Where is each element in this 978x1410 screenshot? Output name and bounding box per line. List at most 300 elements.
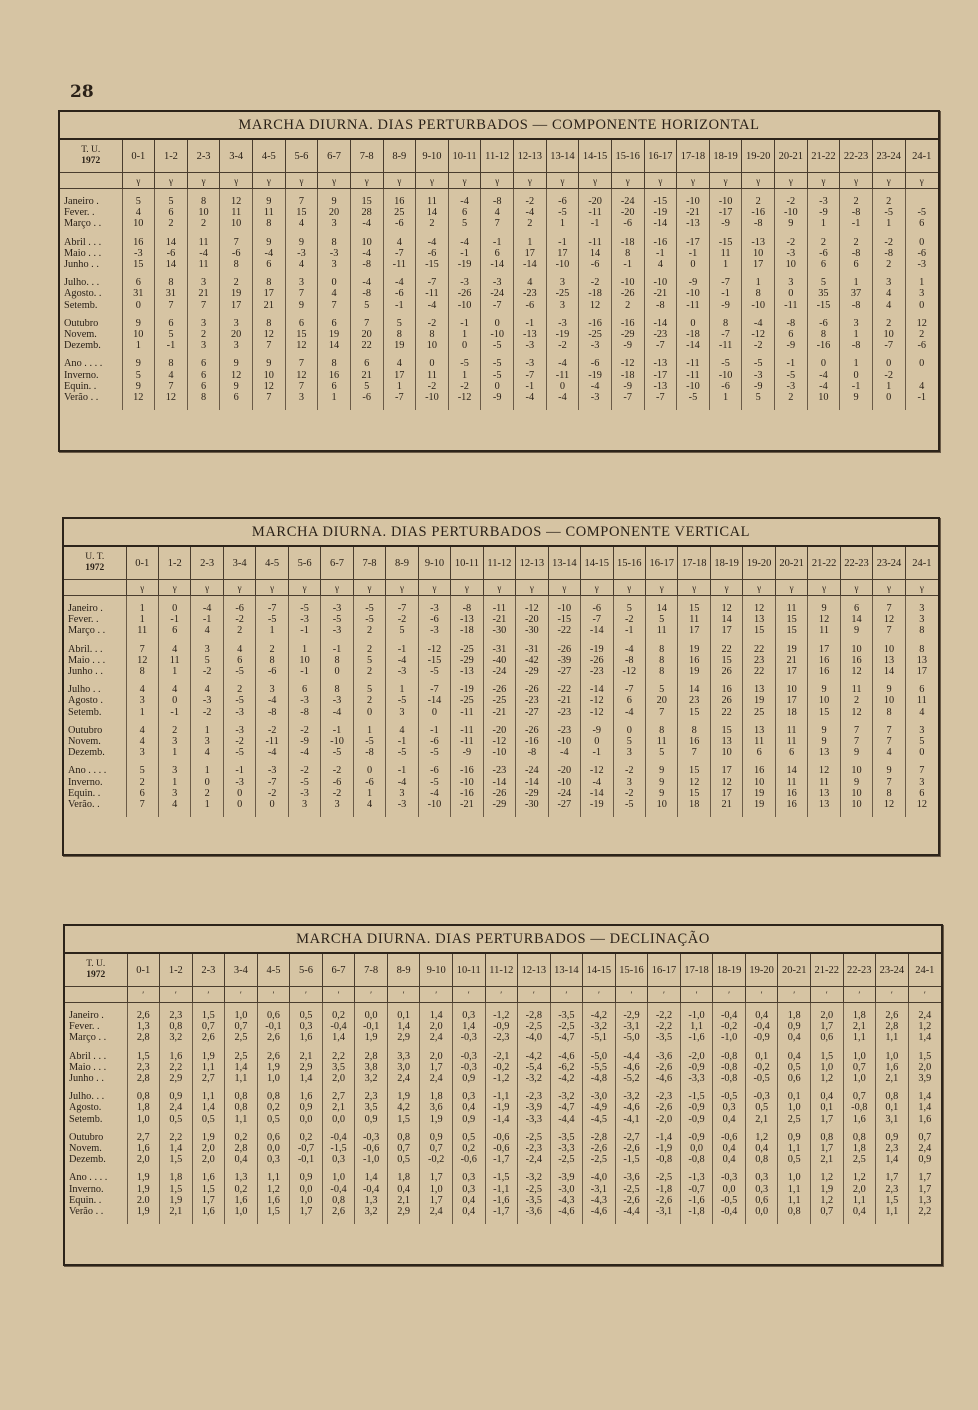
hour-header: 1-2 [158, 547, 190, 580]
value: 2 [527, 218, 533, 230]
value: -0,8 [720, 1061, 738, 1073]
value-cell [253, 237, 286, 271]
value: -3 [300, 614, 309, 626]
value: 1,7 [820, 1143, 834, 1155]
value: 7 [886, 724, 892, 736]
value: 2,1 [332, 1102, 345, 1114]
value: 3 [269, 684, 275, 696]
value: 16 [689, 654, 700, 666]
value: 3 [788, 277, 794, 289]
value-cell [872, 318, 905, 352]
value: 5 [168, 196, 174, 207]
value: 10 [231, 218, 242, 230]
value: 4 [657, 259, 663, 271]
value: 6 [919, 787, 925, 799]
value: -8 [656, 299, 665, 311]
hour-header: 18-19 [710, 547, 742, 580]
value: 0,6 [267, 1010, 280, 1021]
value: -1,6 [688, 1194, 705, 1206]
value: 1 [139, 603, 145, 614]
value: -4 [267, 695, 277, 707]
value: -9 [592, 724, 602, 736]
value: 10 [851, 643, 862, 655]
value-cell [775, 277, 808, 311]
value: -10 [460, 776, 474, 788]
value: -3 [300, 695, 309, 707]
value: 7 [266, 340, 272, 352]
value-cell [481, 358, 514, 403]
value: -1 [460, 317, 469, 329]
value: 10 [851, 765, 862, 777]
value: -16 [620, 317, 635, 329]
value: -6 [721, 380, 730, 392]
value: 15 [786, 625, 797, 637]
value: 5 [139, 765, 145, 777]
month-group-row [60, 237, 938, 271]
value: 8 [331, 236, 337, 248]
value: -5 [397, 747, 407, 759]
hour-header: 23-24 [873, 547, 905, 580]
value-cell [321, 603, 353, 637]
value: 2,6 [267, 1050, 280, 1062]
value: 1,4 [169, 1143, 183, 1155]
hour-header: 13-14 [550, 954, 583, 987]
value: -4 [525, 207, 535, 219]
value-cell [387, 1010, 420, 1044]
value: -5 [430, 747, 439, 759]
value: -8 [851, 247, 861, 259]
value: -29 [620, 329, 635, 341]
hour-header: 12-13 [516, 547, 548, 580]
value: 6 [331, 380, 337, 392]
value: 17 [394, 369, 405, 381]
value: -3 [297, 247, 306, 259]
row-label: Agosto. [69, 1102, 102, 1114]
value: -0,4 [330, 1183, 347, 1195]
value-cell [386, 725, 418, 759]
value: 3 [626, 747, 632, 759]
hour-header: 19-20 [742, 140, 775, 173]
value: 1,1 [787, 1194, 801, 1206]
value: -12 [457, 392, 472, 404]
value-cell [775, 318, 808, 352]
value-cell [615, 1010, 648, 1044]
value: 2 [269, 643, 275, 655]
value: -17 [686, 236, 700, 248]
value: -31 [492, 643, 507, 655]
value-cell [355, 1010, 388, 1044]
value: 17 [721, 625, 732, 637]
value: 11 [198, 236, 209, 248]
value: -9 [721, 299, 730, 311]
value: 8 [331, 358, 337, 370]
value: -1 [525, 317, 535, 329]
value-cell [872, 358, 905, 403]
value-cell [225, 1172, 258, 1217]
value: 26 [721, 666, 732, 678]
value: 16 [851, 654, 862, 666]
value: -6,2 [558, 1061, 575, 1073]
value: 14 [851, 614, 862, 626]
value: -6 [590, 259, 600, 271]
value-cell [452, 1132, 485, 1166]
value: 0,0 [332, 1113, 345, 1125]
value: 9 [788, 218, 794, 230]
value: 1,9 [397, 1091, 411, 1103]
value: 0,1 [820, 1102, 834, 1114]
value: 1,5 [169, 1183, 183, 1195]
value: 0 [919, 358, 925, 370]
value: 19 [231, 288, 242, 300]
value: 6 [139, 787, 145, 799]
value: -0,3 [460, 1061, 477, 1073]
value: 0,3 [462, 1172, 476, 1184]
table-title: MARCHA DIURNA. DIAS PERTURBADOS — DECLINAÇÃO [65, 926, 941, 954]
value-cell [158, 603, 190, 637]
value: -2,5 [655, 1172, 673, 1184]
value: -5,1 [590, 1032, 608, 1044]
value: 20 [231, 329, 242, 341]
value: 11 [819, 625, 830, 637]
value-cell [843, 1091, 876, 1125]
value-cell [386, 603, 418, 637]
value: 1,1 [234, 1113, 248, 1125]
value: 4 [172, 799, 178, 811]
value: 0,4 [755, 1143, 769, 1155]
value: 6 [237, 654, 243, 666]
value-cell [253, 358, 286, 403]
value: -2,6 [590, 1143, 608, 1155]
value: -4 [460, 196, 469, 207]
value: 3 [204, 736, 210, 748]
value: 10 [883, 643, 895, 655]
value: 1,5 [885, 1194, 899, 1206]
value-cell [350, 237, 383, 271]
value-cell [353, 644, 385, 678]
row-label: Junho . . [68, 666, 103, 678]
row-label: Julho . . [68, 684, 101, 696]
unit-symbol: ′ [810, 987, 843, 1003]
value: -10 [492, 747, 507, 759]
value-cell [483, 644, 515, 678]
value: -3 [235, 724, 244, 736]
value: -2 [267, 724, 277, 736]
value-cell [158, 644, 190, 678]
value: 1,9 [429, 1113, 443, 1125]
time-system-label: T. U. [81, 145, 101, 155]
value-cell [420, 1172, 453, 1217]
value: -9 [786, 340, 796, 352]
value-cell [223, 725, 255, 759]
value: 16 [394, 196, 405, 207]
value-cell [680, 1091, 713, 1125]
value: 1,8 [136, 1102, 150, 1114]
value-cell [122, 358, 155, 403]
value: 3 [334, 799, 340, 811]
value-cell [550, 1010, 583, 1044]
value-cell [420, 1051, 453, 1085]
hour-header: 15-16 [611, 140, 644, 173]
hour-header: 21-22 [808, 547, 840, 580]
value: 8 [334, 684, 340, 696]
value-cell [355, 1051, 388, 1085]
value: -11 [686, 299, 700, 311]
value-cell [387, 1051, 420, 1085]
value: 10 [721, 747, 732, 759]
value: -1,4 [655, 1131, 673, 1143]
value-cell [192, 1132, 225, 1166]
value: 2,5 [234, 1032, 248, 1044]
value: 1,0 [299, 1194, 313, 1206]
row-labels [60, 318, 122, 352]
value-cell [775, 196, 808, 230]
value: 1,6 [201, 1206, 215, 1218]
value: 17 [557, 247, 568, 259]
value-cell [579, 358, 612, 403]
value-cell [583, 1051, 616, 1085]
value: 0,0 [364, 1010, 378, 1021]
value: 12 [165, 392, 177, 404]
month-group-row [60, 318, 938, 352]
value-cell [253, 277, 286, 311]
unit-symbol: γ [187, 173, 220, 189]
value-cell [680, 1172, 713, 1217]
value: 0 [690, 317, 696, 329]
value: 2,2 [169, 1131, 183, 1143]
value: -5 [235, 747, 244, 759]
value-cell [322, 1051, 355, 1085]
hour-header: 7-8 [355, 954, 388, 987]
value: -1,9 [493, 1102, 510, 1114]
unit-symbol: ′ [550, 987, 583, 1003]
value: 0,4 [722, 1143, 736, 1155]
value-cell [223, 684, 255, 718]
row-label: Julho. . . [64, 277, 100, 289]
unit-symbol: ′ [713, 987, 746, 1003]
hour-header: 16-17 [644, 140, 677, 173]
corner-header [65, 954, 127, 987]
value: -1,6 [493, 1194, 510, 1206]
value: -19 [460, 684, 474, 696]
value: 1 [722, 392, 729, 404]
row-label: Abril . . . [64, 236, 102, 248]
value: 10 [883, 329, 894, 341]
value: -11 [460, 706, 474, 718]
value: 0,0 [299, 1113, 313, 1125]
value: -0,4 [330, 1131, 347, 1143]
value: -0,2 [493, 1061, 510, 1073]
value-cell [808, 725, 840, 759]
value: -1,1 [493, 1091, 510, 1103]
value-cell [191, 684, 223, 718]
value: 11 [916, 695, 927, 707]
row-label: Abril. . . [68, 643, 103, 655]
value: -1 [332, 724, 342, 736]
value-cell [122, 237, 155, 271]
value: 19 [753, 695, 765, 707]
value: 7 [139, 643, 145, 655]
hour-header: 10-11 [451, 547, 483, 580]
value: 17 [786, 666, 797, 678]
value-cell [548, 765, 580, 810]
value: -3 [134, 247, 143, 259]
value: -1 [917, 392, 927, 404]
value: -21 [492, 706, 507, 718]
value: 13 [883, 654, 895, 666]
value: 0,9 [787, 1131, 801, 1143]
value-cell [646, 644, 678, 678]
value: -1 [721, 288, 730, 300]
vertical-component-table [62, 517, 940, 856]
value-cell [451, 603, 483, 637]
value-cell [579, 318, 612, 352]
value: -1,2 [493, 1010, 510, 1021]
value-cell [318, 277, 351, 311]
value: 1 [204, 765, 210, 777]
value: 15 [721, 654, 732, 666]
value: -1 [166, 340, 176, 352]
value: 1,9 [136, 1206, 150, 1218]
value: 3 [559, 277, 566, 289]
hour-header: 15-16 [615, 954, 648, 987]
value: -4 [753, 317, 763, 329]
value-cell [122, 318, 155, 352]
value: 6 [494, 247, 500, 259]
value: 1 [919, 277, 925, 289]
unit-symbol: γ [743, 580, 775, 596]
value-cell [646, 765, 678, 810]
row-label: Março . . [68, 625, 106, 637]
value: -0,9 [688, 1061, 705, 1073]
value: 5 [755, 392, 761, 404]
value: 13 [753, 684, 765, 696]
value: 14 [786, 765, 797, 777]
value: 1,2 [918, 1021, 932, 1033]
value-cell [288, 765, 320, 810]
value: 2 [237, 684, 243, 696]
hour-header: 18-19 [709, 140, 742, 173]
value: 23 [753, 654, 765, 666]
value: 1,2 [820, 1172, 834, 1184]
value: 4 [886, 288, 892, 300]
value: 3,5 [364, 1102, 378, 1114]
hour-header: 7-8 [353, 547, 385, 580]
value: -7 [395, 247, 404, 259]
value: 9 [266, 358, 272, 370]
value: 1,1 [885, 1206, 899, 1218]
value: -3 [525, 340, 535, 352]
value: -5 [884, 207, 893, 219]
value: -0,3 [460, 1032, 477, 1044]
value: 0,4 [852, 1206, 866, 1218]
value-cell [810, 1010, 843, 1044]
value: -1,0 [688, 1010, 705, 1021]
value: 1 [820, 218, 827, 230]
value: -24 [620, 196, 635, 207]
value: 6 [853, 603, 860, 614]
value: 3,1 [885, 1113, 899, 1125]
value-cell [220, 358, 253, 403]
unit-symbol: γ [448, 173, 481, 189]
value-cell [483, 603, 515, 637]
value-cell [611, 318, 644, 352]
value: -8 [362, 288, 371, 300]
value-cell [418, 725, 450, 759]
value: -27 [524, 706, 539, 718]
value: -1 [851, 380, 861, 392]
value: -26 [620, 288, 635, 300]
value-cell [386, 765, 418, 810]
value: -5 [430, 666, 439, 678]
value: -1,7 [493, 1206, 510, 1218]
row-label: Setemb. [68, 706, 102, 718]
value-cell [677, 277, 710, 311]
value: 7 [919, 765, 925, 777]
value: -1,9 [655, 1143, 673, 1155]
value: 35 [818, 288, 829, 300]
value: 6 [200, 380, 207, 392]
row-label: Inverno. [69, 1183, 104, 1195]
value-cell [808, 603, 840, 637]
value: 19 [328, 329, 340, 341]
value: -3,9 [558, 1172, 575, 1184]
unit-symbol: γ [840, 580, 872, 596]
value: -30 [492, 625, 507, 637]
value: 0 [690, 259, 696, 271]
value: 2 [625, 299, 631, 311]
time-system-label: U. T. [85, 552, 105, 562]
value: -9 [623, 380, 632, 392]
value: 8 [659, 643, 665, 655]
value: -39 [557, 654, 572, 666]
value: 2,6 [201, 1032, 215, 1044]
value: -2,2 [655, 1010, 673, 1021]
value-cell [416, 277, 449, 311]
value: -7 [656, 392, 665, 404]
value: -0,2 [753, 1061, 770, 1073]
row-labels [60, 358, 122, 403]
value: 10 [133, 218, 144, 230]
value: 12 [818, 614, 830, 626]
row-label: Junho . . [69, 1073, 104, 1085]
value: -2,5 [525, 1183, 542, 1195]
value: -15 [718, 236, 733, 248]
value: -29 [492, 799, 507, 811]
value: 8 [334, 654, 340, 666]
value-cell [873, 725, 905, 759]
value-cell [713, 1091, 746, 1125]
value: -5 [492, 340, 502, 352]
value: 3,2 [364, 1206, 378, 1218]
value: 1,6 [299, 1091, 313, 1103]
value: -3,2 [525, 1073, 542, 1085]
value: 1,1 [852, 1032, 866, 1044]
value: -18 [588, 288, 602, 300]
value: 8 [691, 724, 697, 736]
value: 6 [919, 218, 925, 230]
value: 2,4 [918, 1010, 932, 1021]
value: 15 [296, 207, 307, 219]
value-cell [905, 277, 938, 311]
value-cell [808, 644, 840, 678]
value: 2,1 [820, 1154, 834, 1166]
value: 3 [298, 392, 305, 404]
value-cell [872, 277, 905, 311]
value: -8 [851, 340, 861, 352]
value: 16 [328, 369, 340, 381]
value: 19 [689, 666, 700, 678]
value: 3 [172, 787, 178, 799]
